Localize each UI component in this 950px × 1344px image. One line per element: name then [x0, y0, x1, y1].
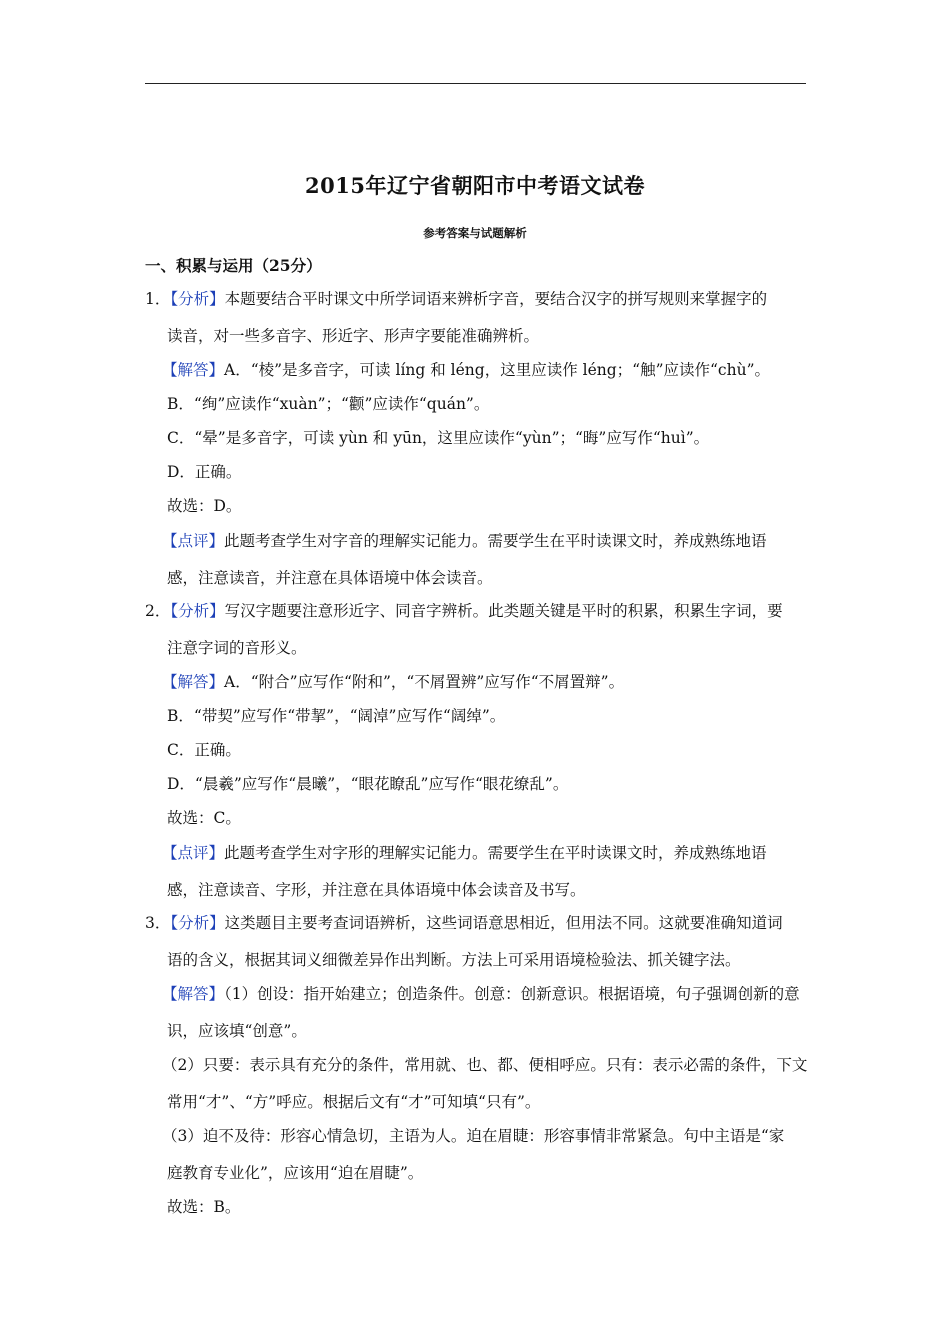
q2-answer-a	[162, 672, 624, 692]
q3-answer-2-line-1: （2）只要：表示具有充分的条件，常用就、也、都、便相呼应。只有：表示必需的条件，下文	[162, 1056, 808, 1074]
comment-tag: 【点评】	[162, 844, 225, 862]
q1-comment-line-1	[162, 531, 767, 551]
analysis-tag: 【分析】	[170, 602, 225, 620]
q3-answer-3-line-1: （3）迫不及待：形容心情急切，主语为人。迫在眉睫：形容事情非常紧急。句中主语是“家	[162, 1127, 785, 1145]
q1-answer-a	[162, 360, 770, 380]
q1-answer-b: B．“绚”应读作“xuàn”；“颧”应读作“quán”。	[167, 395, 490, 413]
q2-number: 2．	[145, 602, 171, 620]
section-heading: 一、积累与运用（25分）	[145, 256, 322, 275]
q1-comment-text: 此题考查学生对字音的理解实记能力。需要学生在平时读课文时，养成熟练地语	[224, 532, 767, 550]
q2-analysis-line-2: 注意字词的音形义。	[167, 639, 307, 657]
q2-analysis-line-1	[145, 601, 783, 621]
q1-answer-d: D．正确。	[167, 463, 242, 481]
answer-tag: 【解答】	[162, 361, 225, 379]
q1-analysis-text: 本题要结合平时课文中所学词语来辨析字音，要结合汉字的拼写规则来掌握字的	[224, 290, 768, 308]
answer-tag: 【解答】	[162, 985, 225, 1003]
q3-answer-1-text: （1）创设：指开始建立；创造条件。创意：创新意识。根据语境，句子强调创新的意	[224, 985, 800, 1003]
q2-answer-d: D．“晨羲”应写作“晨曦”，“眼花瞭乱”应写作“眼花缭乱”。	[167, 775, 569, 793]
q2-analysis-text: 写汉字题要注意形近字、同音字辨析。此类题关键是平时的积累，积累生字词，要	[224, 602, 783, 620]
q3-analysis-line-1	[145, 913, 783, 933]
comment-tag: 【点评】	[162, 532, 225, 550]
q3-answer-3-line-2: 庭教育专业化”，应该用“迫在眉睫”。	[167, 1164, 424, 1182]
q2-comment-text: 此题考查学生对字形的理解实记能力。需要学生在平时读课文时，养成熟练地语	[224, 844, 767, 862]
q2-answer-b: B．“带契”应写作“带挈”，“阔淖”应写作“阔绰”。	[167, 707, 506, 725]
q2-option-a-text: A．“附合”应写作“附和”，“不屑置辨”应写作“不屑置辩”。	[224, 673, 625, 691]
q3-answer-2-line-2: 常用“才”、“方”呼应。根据后文有“才”可知填“只有”。	[167, 1093, 541, 1111]
q2-comment-line-1	[162, 843, 767, 863]
q3-answer-1-line-1	[162, 984, 800, 1004]
analysis-tag: 【分析】	[170, 914, 225, 932]
q3-analysis-text: 这类题目主要考查词语辨析，这些词语意思相近，但用法不同。这就要准确知道词	[224, 914, 783, 932]
q1-answer-c: C．“晕”是多音字，可读 yùn 和 yūn，这里应读作“yùn”；“晦”应写作“huì”。	[167, 429, 710, 447]
q1-analysis-line-2: 读音，对一些多音字、形近字、形声字要能准确辨析。	[167, 327, 540, 345]
q1-number: 1．	[145, 290, 171, 308]
page-subtitle: 参考答案与试题解析	[423, 226, 527, 240]
q2-comment-line-2: 感，注意读音、字形，并注意在具体语境中体会读音及书写。	[167, 881, 586, 899]
answer-tag: 【解答】	[162, 673, 225, 691]
q2-choice: 故选：C。	[167, 809, 241, 827]
q1-choice: 故选：D。	[167, 497, 242, 515]
q3-analysis-line-2: 语的含义，根据其词义细微差异作出判断。方法上可采用语境检验法、抓关键字法。	[167, 951, 741, 969]
q1-comment-line-2: 感，注意读音，并注意在具体语境中体会读音。	[167, 569, 493, 587]
page-title: 2015年辽宁省朝阳市中考语文试卷	[305, 173, 645, 198]
q3-number: 3．	[145, 914, 171, 932]
q3-answer-1-line-2: 识，应该填“创意”。	[167, 1022, 307, 1040]
analysis-tag: 【分析】	[170, 290, 225, 308]
header-rule	[145, 83, 806, 84]
q2-answer-c: C．正确。	[167, 741, 241, 759]
q3-choice: 故选：B。	[167, 1198, 241, 1216]
q1-analysis-line-1	[145, 289, 767, 309]
q1-option-a-text: A．“棱”是多音字，可读 líng 和 léng，这里应读作 léng；“触”应读作“chù”。	[224, 361, 770, 379]
